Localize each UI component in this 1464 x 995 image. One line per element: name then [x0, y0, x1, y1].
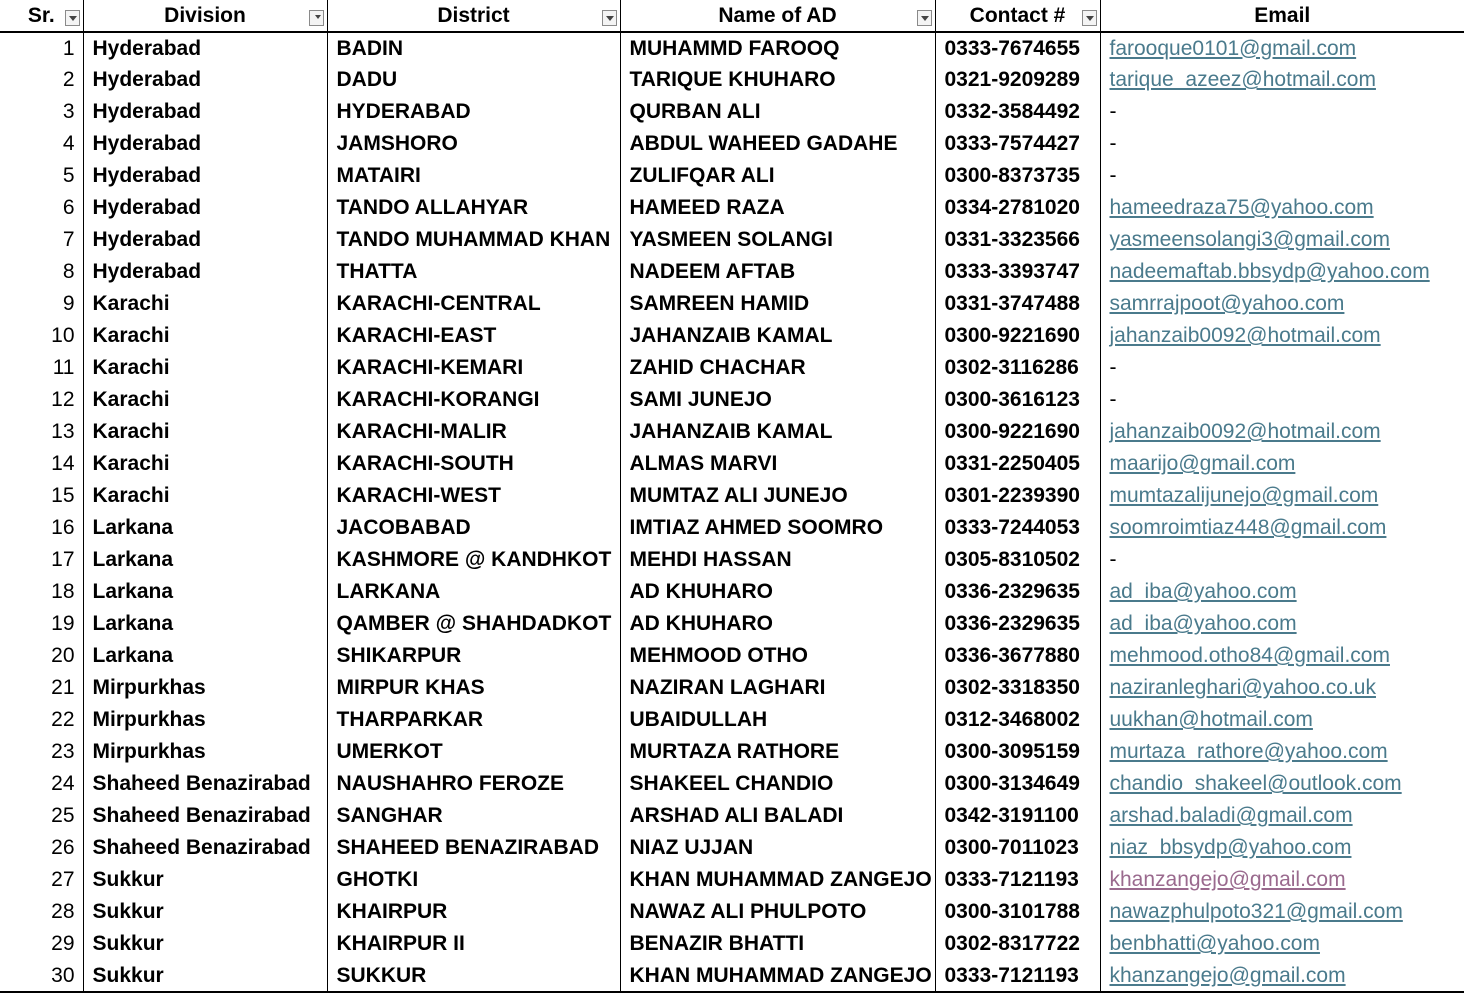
filter-sr-icon[interactable] [65, 10, 80, 26]
table-row [0, 960, 1464, 992]
cell-division[interactable]: Hyderabad [83, 224, 327, 256]
cell-division[interactable]: Karachi [83, 352, 327, 384]
cell-name[interactable]: ARSHAD ALI BALADI [620, 800, 935, 832]
cell-sr[interactable]: 18 [0, 576, 83, 608]
header-sr-label: Sr. [27, 3, 55, 27]
cell-sr[interactable]: 6 [0, 192, 83, 224]
cell-email[interactable] [1100, 576, 1464, 608]
cell-name[interactable]: UBAIDULLAH [620, 704, 935, 736]
cell-email[interactable] [1100, 672, 1464, 704]
email-link[interactable]: samrrajpoot@yahoo.com [1109, 292, 1345, 315]
cell-contact[interactable]: 0333-7574427 [935, 128, 1100, 160]
cell-contact[interactable]: 0342-3191100 [935, 800, 1100, 832]
cell-name[interactable]: SAMI JUNEJO [620, 384, 935, 416]
cell-district[interactable]: KHAIRPUR [327, 896, 620, 928]
cell-division[interactable]: Larkana [83, 576, 327, 608]
cell-name[interactable]: TARIQUE KHUHARO [620, 64, 935, 96]
email-link[interactable]: jahanzaib0092@hotmail.com [1109, 324, 1381, 347]
cell-name[interactable]: KHAN MUHAMMAD ZANGEJO [620, 864, 935, 896]
table-row [0, 352, 1464, 384]
email-link[interactable]: chandio_shakeel@outlook.com [1109, 772, 1402, 795]
cell-name[interactable]: KHAN MUHAMMAD ZANGEJO [620, 960, 935, 992]
cell-name[interactable]: MUHAMMD FAROOQ [620, 32, 935, 64]
cell-email[interactable] [1100, 224, 1464, 256]
header-district [327, 0, 620, 32]
cell-division[interactable]: Shaheed Benazirabad [83, 800, 327, 832]
cell-district[interactable]: KARACHI-MALIR [327, 416, 620, 448]
cell-email[interactable] [1100, 96, 1464, 128]
cell-contact[interactable]: 0300-8373735 [935, 160, 1100, 192]
cell-district[interactable]: KARACHI-CENTRAL [327, 288, 620, 320]
cell-sr[interactable]: 24 [0, 768, 83, 800]
cell-district[interactable]: BADIN [327, 32, 620, 64]
table-row [0, 224, 1464, 256]
cell-district[interactable]: KARACHI-EAST [327, 320, 620, 352]
email-link[interactable]: uukhan@hotmail.com [1109, 708, 1313, 731]
header-sr [0, 0, 83, 32]
cell-name[interactable]: HAMEED RAZA [620, 192, 935, 224]
cell-name[interactable]: QURBAN ALI [620, 96, 935, 128]
cell-sr[interactable]: 13 [0, 416, 83, 448]
cell-district[interactable]: QAMBER @ SHAHDADKOT [327, 608, 620, 640]
cell-sr[interactable]: 22 [0, 704, 83, 736]
cell-sr[interactable]: 20 [0, 640, 83, 672]
cell-contact[interactable]: 0336-2329635 [935, 608, 1100, 640]
cell-name[interactable]: ZULIFQAR ALI [620, 160, 935, 192]
cell-contact[interactable]: 0300-3616123 [935, 384, 1100, 416]
email-link[interactable]: hameedraza75@yahoo.com [1109, 196, 1374, 219]
email-link[interactable]: khanzangejo@gmail.com [1109, 963, 1346, 987]
cell-name[interactable]: ALMAS MARVI [620, 448, 935, 480]
cell-email[interactable] [1100, 192, 1464, 224]
header-email [1100, 0, 1464, 32]
cell-contact[interactable]: 0332-3584492 [935, 96, 1100, 128]
cell-name[interactable]: JAHANZAIB KAMAL [620, 416, 935, 448]
cell-division[interactable]: Karachi [83, 320, 327, 352]
cell-division[interactable]: Karachi [83, 384, 327, 416]
cell-email[interactable] [1100, 448, 1464, 480]
cell-division[interactable]: Hyderabad [83, 256, 327, 288]
cell-name[interactable]: MURTAZA RATHORE [620, 736, 935, 768]
cell-district[interactable]: KHAIRPUR II [327, 928, 620, 960]
cell-sr[interactable]: 16 [0, 512, 83, 544]
table-row [0, 384, 1464, 416]
cell-name[interactable]: ABDUL WAHEED GADAHE [620, 128, 935, 160]
table-row [0, 864, 1464, 896]
email-link[interactable]: mumtazalijunejo@gmail.com [1109, 484, 1379, 507]
cell-sr[interactable]: 12 [0, 384, 83, 416]
email-link[interactable]: nadeemaftab.bbsydp@yahoo.com [1109, 260, 1430, 283]
cell-district[interactable]: UMERKOT [327, 736, 620, 768]
table-body [0, 32, 1464, 992]
filter-division-icon[interactable] [309, 10, 324, 26]
cell-email[interactable] [1100, 832, 1464, 864]
cell-district[interactable]: SHAHEED BENAZIRABAD [327, 832, 620, 864]
email-link[interactable]: khanzangejo@gmail.com [1109, 868, 1346, 891]
filter-contact-icon[interactable] [1082, 10, 1097, 26]
cell-contact[interactable]: 0300-3101788 [935, 896, 1100, 928]
email-empty: - [1109, 100, 1117, 123]
cell-division[interactable]: Karachi [83, 448, 327, 480]
cell-division[interactable]: Sukkur [83, 896, 327, 928]
cell-name[interactable]: NAZIRAN LAGHARI [620, 672, 935, 704]
cell-division[interactable]: Sukkur [83, 928, 327, 960]
cell-district[interactable]: JACOBABAD [327, 512, 620, 544]
email-empty: - [1109, 548, 1117, 571]
cell-email[interactable] [1100, 256, 1464, 288]
table-row [0, 640, 1464, 672]
table-row [0, 32, 1464, 64]
cell-division[interactable]: Karachi [83, 288, 327, 320]
cell-contact[interactable]: 0321-9209289 [935, 64, 1100, 96]
cell-name[interactable]: IMTIAZ AHMED SOOMRO [620, 512, 935, 544]
cell-district[interactable]: MIRPUR KHAS [327, 672, 620, 704]
email-link[interactable]: ad_iba@yahoo.com [1109, 580, 1297, 603]
cell-contact[interactable]: 0300-3095159 [935, 736, 1100, 768]
cell-district[interactable]: HYDERABAD [327, 96, 620, 128]
cell-email[interactable] [1100, 608, 1464, 640]
table-row [0, 416, 1464, 448]
cell-contact[interactable]: 0302-3116286 [935, 352, 1100, 384]
cell-division[interactable]: Hyderabad [83, 192, 327, 224]
cell-division[interactable]: Larkana [83, 544, 327, 576]
cell-email[interactable] [1100, 864, 1464, 896]
cell-contact[interactable]: 0333-7121193 [935, 960, 1100, 992]
cell-district[interactable]: SUKKUR [327, 960, 620, 992]
cell-division[interactable]: Hyderabad [83, 32, 327, 64]
table-row [0, 896, 1464, 928]
cell-email[interactable] [1100, 480, 1464, 512]
email-link[interactable]: nawazphulpoto321@gmail.com [1109, 900, 1403, 923]
cell-district[interactable]: DADU [327, 64, 620, 96]
cell-division[interactable]: Mirpurkhas [83, 672, 327, 704]
table-row [0, 64, 1464, 96]
cell-division[interactable]: Hyderabad [83, 128, 327, 160]
cell-sr[interactable]: 1 [0, 32, 83, 64]
cell-division[interactable]: Mirpurkhas [83, 704, 327, 736]
table-row [0, 800, 1464, 832]
cell-email[interactable] [1100, 64, 1464, 96]
table-row [0, 256, 1464, 288]
email-empty: - [1109, 388, 1117, 411]
cell-sr[interactable]: 14 [0, 448, 83, 480]
table-row [0, 608, 1464, 640]
cell-sr[interactable]: 9 [0, 288, 83, 320]
cell-name[interactable]: BENAZIR BHATTI [620, 928, 935, 960]
header-name [620, 0, 935, 32]
header-contact [935, 0, 1100, 32]
cell-contact[interactable]: 0301-2239390 [935, 480, 1100, 512]
cell-sr[interactable]: 27 [0, 864, 83, 896]
table-row [0, 736, 1464, 768]
cell-contact[interactable]: 0333-7674655 [935, 32, 1100, 64]
cell-email[interactable] [1100, 544, 1464, 576]
cell-contact[interactable]: 0300-3134649 [935, 768, 1100, 800]
cell-email[interactable] [1100, 384, 1464, 416]
cell-district[interactable]: KARACHI-WEST [327, 480, 620, 512]
cell-email[interactable] [1100, 512, 1464, 544]
table-row [0, 448, 1464, 480]
cell-email[interactable] [1100, 288, 1464, 320]
header-division [83, 0, 327, 32]
cell-name[interactable]: MUMTAZ ALI JUNEJO [620, 480, 935, 512]
cell-sr[interactable]: 15 [0, 480, 83, 512]
cell-contact[interactable]: 0333-3393747 [935, 256, 1100, 288]
cell-name[interactable]: JAHANZAIB KAMAL [620, 320, 935, 352]
cell-division[interactable]: Larkana [83, 608, 327, 640]
cell-sr[interactable]: 19 [0, 608, 83, 640]
email-link[interactable]: ad_iba@yahoo.com [1109, 612, 1297, 635]
email-empty: - [1109, 164, 1117, 187]
cell-district[interactable]: KARACHI-SOUTH [327, 448, 620, 480]
cell-division[interactable]: Shaheed Benazirabad [83, 832, 327, 864]
table-row [0, 576, 1464, 608]
cell-district[interactable]: GHOTKI [327, 864, 620, 896]
cell-name[interactable]: NAWAZ ALI PHULPOTO [620, 896, 935, 928]
cell-sr[interactable]: 23 [0, 736, 83, 768]
cell-email[interactable] [1100, 704, 1464, 736]
cell-division[interactable]: Larkana [83, 640, 327, 672]
cell-district[interactable]: LARKANA [327, 576, 620, 608]
cell-sr[interactable]: 29 [0, 928, 83, 960]
cell-district[interactable]: SANGHAR [327, 800, 620, 832]
table-row [0, 768, 1464, 800]
filter-district-icon[interactable] [602, 10, 617, 26]
cell-sr[interactable]: 7 [0, 224, 83, 256]
cell-name[interactable]: NIAZ UJJAN [620, 832, 935, 864]
email-link[interactable]: mehmood.otho84@gmail.com [1109, 644, 1390, 667]
filter-name-icon[interactable] [917, 10, 932, 26]
table-row [0, 96, 1464, 128]
cell-division[interactable]: Hyderabad [83, 96, 327, 128]
cell-division[interactable]: Larkana [83, 512, 327, 544]
cell-contact[interactable]: 0300-9221690 [935, 416, 1100, 448]
cell-email[interactable] [1100, 416, 1464, 448]
cell-sr[interactable]: 11 [0, 352, 83, 384]
email-link[interactable]: jahanzaib0092@hotmail.com [1109, 420, 1381, 443]
cell-email[interactable] [1100, 896, 1464, 928]
cell-division[interactable]: Karachi [83, 480, 327, 512]
cell-email[interactable] [1100, 928, 1464, 960]
cell-sr[interactable]: 4 [0, 128, 83, 160]
cell-division[interactable]: Mirpurkhas [83, 736, 327, 768]
cell-district[interactable]: KARACHI-KEMARI [327, 352, 620, 384]
table-row [0, 320, 1464, 352]
cell-name[interactable]: AD KHUHARO [620, 608, 935, 640]
cell-contact[interactable]: 0333-7244053 [935, 512, 1100, 544]
cell-sr[interactable]: 30 [0, 960, 83, 992]
cell-sr[interactable]: 5 [0, 160, 83, 192]
cell-district[interactable]: MATAIRI [327, 160, 620, 192]
cell-contact[interactable]: 0336-2329635 [935, 576, 1100, 608]
cell-district[interactable]: SHIKARPUR [327, 640, 620, 672]
cell-contact[interactable]: 0300-9221690 [935, 320, 1100, 352]
email-link[interactable]: benbhatti@yahoo.com [1109, 932, 1320, 955]
email-link[interactable]: murtaza_rathore@yahoo.com [1109, 740, 1388, 763]
cell-district[interactable]: TANDO ALLAHYAR [327, 192, 620, 224]
cell-contact[interactable]: 0336-3677880 [935, 640, 1100, 672]
table-row [0, 160, 1464, 192]
cell-name[interactable]: SAMREEN HAMID [620, 288, 935, 320]
table-row [0, 288, 1464, 320]
cell-contact[interactable]: 0302-8317722 [935, 928, 1100, 960]
cell-contact[interactable]: 0331-3323566 [935, 224, 1100, 256]
email-empty: - [1109, 132, 1117, 155]
email-link[interactable]: tarique_azeez@hotmail.com [1109, 68, 1376, 91]
cell-email[interactable] [1100, 160, 1464, 192]
cell-district[interactable]: KASHMORE @ KANDHKOT [327, 544, 620, 576]
cell-contact[interactable]: 0331-2250405 [935, 448, 1100, 480]
table-row [0, 672, 1464, 704]
email-link[interactable]: yasmeensolangi3@gmail.com [1109, 228, 1390, 251]
header-row [0, 0, 1464, 32]
table-row [0, 704, 1464, 736]
cell-email[interactable] [1100, 32, 1464, 64]
cell-sr[interactable]: 26 [0, 832, 83, 864]
header-district-label: District [437, 3, 510, 27]
header-name-label: Name of AD [718, 3, 837, 27]
cell-email[interactable] [1100, 640, 1464, 672]
cell-name[interactable]: NADEEM AFTAB [620, 256, 935, 288]
table-row [0, 832, 1464, 864]
cell-division[interactable]: Shaheed Benazirabad [83, 768, 327, 800]
cell-sr[interactable]: 2 [0, 64, 83, 96]
cell-contact[interactable]: 0312-3468002 [935, 704, 1100, 736]
cell-sr[interactable]: 28 [0, 896, 83, 928]
cell-division[interactable]: Karachi [83, 416, 327, 448]
cell-email[interactable] [1100, 736, 1464, 768]
cell-contact[interactable]: 0300-7011023 [935, 832, 1100, 864]
cell-district[interactable]: NAUSHAHRO FEROZE [327, 768, 620, 800]
cell-email[interactable] [1100, 320, 1464, 352]
header-division-label: Division [164, 3, 246, 27]
cell-name[interactable]: MEHDI HASSAN [620, 544, 935, 576]
cell-sr[interactable]: 10 [0, 320, 83, 352]
cell-email[interactable] [1100, 128, 1464, 160]
cell-division[interactable]: Sukkur [83, 960, 327, 992]
cell-division[interactable]: Hyderabad [83, 64, 327, 96]
cell-email[interactable] [1100, 352, 1464, 384]
email-empty: - [1109, 356, 1117, 379]
table-row [0, 480, 1464, 512]
cell-email[interactable] [1100, 800, 1464, 832]
email-link[interactable]: farooque0101@gmail.com [1109, 36, 1357, 60]
cell-name[interactable]: AD KHUHARO [620, 576, 935, 608]
cell-division[interactable]: Hyderabad [83, 160, 327, 192]
cell-sr[interactable]: 25 [0, 800, 83, 832]
cell-name[interactable]: YASMEEN SOLANGI [620, 224, 935, 256]
cell-sr[interactable]: 3 [0, 96, 83, 128]
email-link[interactable]: soomroimtiaz448@gmail.com [1109, 516, 1387, 539]
cell-name[interactable]: MEHMOOD OTHO [620, 640, 935, 672]
email-link[interactable]: maarijo@gmail.com [1109, 452, 1296, 475]
table-row [0, 192, 1464, 224]
cell-email[interactable] [1100, 960, 1464, 992]
cell-name[interactable]: SHAKEEL CHANDIO [620, 768, 935, 800]
cell-contact[interactable]: 0333-7121193 [935, 864, 1100, 896]
cell-contact[interactable]: 0331-3747488 [935, 288, 1100, 320]
cell-sr[interactable]: 8 [0, 256, 83, 288]
table-row [0, 928, 1464, 960]
cell-district[interactable]: KARACHI-KORANGI [327, 384, 620, 416]
cell-contact[interactable]: 0305-8310502 [935, 544, 1100, 576]
cell-contact[interactable]: 0302-3318350 [935, 672, 1100, 704]
cell-district[interactable]: THARPARKAR [327, 704, 620, 736]
header-email-label: Email [1254, 3, 1311, 27]
email-link[interactable]: arshad.baladi@gmail.com [1109, 804, 1353, 827]
table-row [0, 544, 1464, 576]
cell-name[interactable]: ZAHID CHACHAR [620, 352, 935, 384]
cell-district[interactable]: THATTA [327, 256, 620, 288]
email-link[interactable]: niaz_bbsydp@yahoo.com [1109, 836, 1352, 859]
cell-division[interactable]: Sukkur [83, 864, 327, 896]
email-link[interactable]: naziranleghari@yahoo.co.uk [1109, 676, 1376, 699]
cell-email[interactable] [1100, 768, 1464, 800]
table-row [0, 128, 1464, 160]
cell-sr[interactable]: 17 [0, 544, 83, 576]
cell-district[interactable]: TANDO MUHAMMAD KHAN [327, 224, 620, 256]
cell-district[interactable]: JAMSHORO [327, 128, 620, 160]
cell-contact[interactable]: 0334-2781020 [935, 192, 1100, 224]
table-row [0, 512, 1464, 544]
header-contact-label: Contact # [969, 3, 1066, 27]
cell-sr[interactable]: 21 [0, 672, 83, 704]
